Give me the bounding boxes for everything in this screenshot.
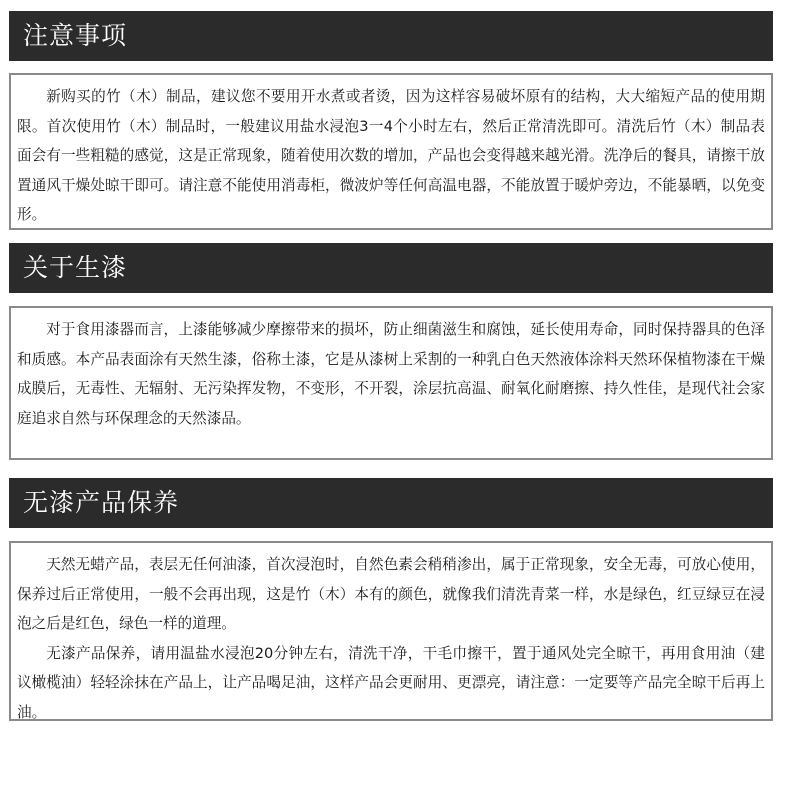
raw-lacquer-paragraph: 对于食用漆器而言，上漆能够减少摩擦带来的损坏，防止细菌滋生和腐蚀，延长使用寿命，同时保持器具的色泽和质感。本产品表面涂有天然生漆，俗称土漆，它是从漆树上采割的一种乳白色天然液体涂料天然环保植物漆在干燥成膜后，无毒性、无辐射、无污染挥发物，不变形，不开裂，涂层抗高温、耐氧化耐磨擦、持久性佳，是现代社会家庭追求自然与环保理念的天然漆品。 [17,321,765,427]
section-header-unlacquered-care: 无漆产品保养 [9,478,773,528]
section-header-notes: 注意事项 [9,11,773,61]
notes-paragraph: 新购买的竹（木）制品，建议您不要用开水煮或者烫，因为这样容易破坏原有的结构，大大缩短产品的使用期限。首次使用竹（木）制品时，一般建议用盐水浸泡3一4个小时左右，然后正常清洗即可。清洗后竹（木）制品表面会有一些粗糙的感觉，这是正常现象，随着使用次数的增加，产品也会变得越来越光滑。洗净后的餐具，请擦干放置通风干燥处晾干即可。请注意不能使用消毒柜，微波炉等任何高温电器，不能放置于暖炉旁边，不能暴晒，以免变形。 [17,88,765,223]
unlacquered-care-paragraph-2: 无漆产品保养，请用温盐水浸泡20分钟左右，清洗干净，干毛巾擦干，置于通风处完全晾干，再用食用油（建议橄榄油）轻轻涂抹在产品上，让产品喝足油，这样产品会更耐用、更漂亮，请注意：一定要等产品完全晾干后再上油。 [17,644,765,721]
unlacquered-care-text-box [9,541,773,721]
unlacquered-care-paragraph-1: 天然无蜡产品，表层无任何油漆，首次浸泡时，自然色素会稍稍渗出，属于正常现象，安全无毒，可放心使用，保养过后正常使用，一般不会再出现，这是竹（木）本有的颜色，就像我们清洗青菜一样，水是绿色，红豆绿豆在浸泡之后是红色，绿色一样的道理。 [17,556,765,632]
raw-lacquer-text-box [9,306,773,460]
section-header-raw-lacquer: 关于生漆 [9,243,773,293]
notes-text-box [9,73,773,230]
